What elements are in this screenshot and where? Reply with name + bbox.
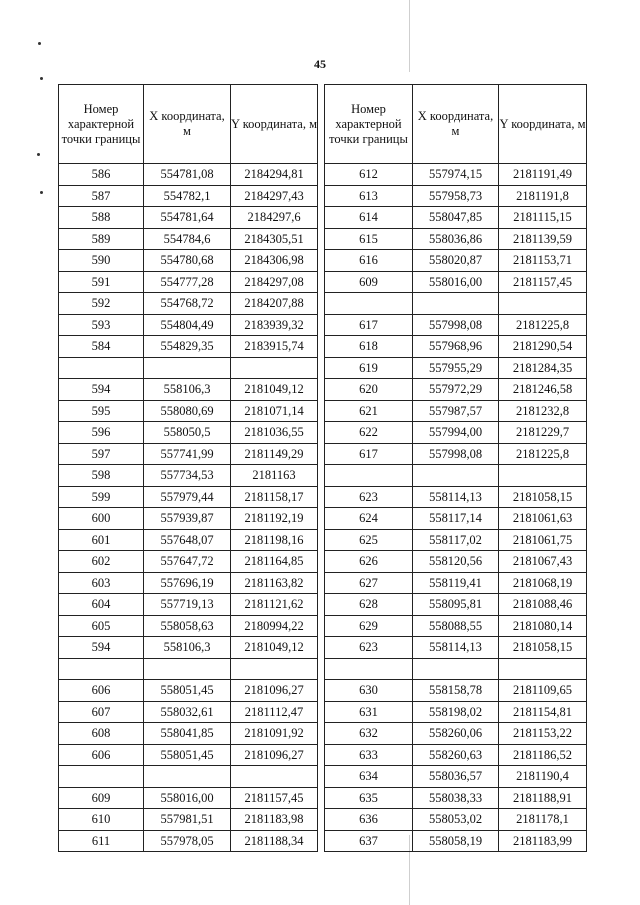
cell-x-coordinate: 557974,15 [413,164,499,186]
cell-point-number: 627 [325,572,413,594]
table-row [325,744,587,766]
cell-y-coordinate: 2184297,43 [231,185,318,207]
cell-y-coordinate: 2181163,82 [231,572,318,594]
table-row [59,465,318,487]
table-row [59,701,318,723]
coordinates-table-right [324,84,587,852]
cell-y-coordinate: 2181198,16 [231,529,318,551]
table-row [325,572,587,594]
cell-x-coordinate [144,658,231,680]
header-point-number: Номер характерной точки границы [59,85,144,164]
cell-x-coordinate: 558117,14 [413,508,499,530]
table-row [325,271,587,293]
header-y-coordinate: Y координата, м [499,85,587,164]
table-row [325,228,587,250]
cell-y-coordinate: 2184297,08 [231,271,318,293]
cell-x-coordinate: 557998,08 [413,314,499,336]
cell-point-number: 619 [325,357,413,379]
cell-point-number: 623 [325,486,413,508]
cell-point-number: 613 [325,185,413,207]
cell-point-number: 626 [325,551,413,573]
table-row [59,422,318,444]
cell-point-number: 604 [59,594,144,616]
table-row [59,250,318,272]
cell-y-coordinate: 2181061,63 [499,508,587,530]
cell-x-coordinate: 554780,68 [144,250,231,272]
cell-point-number [59,357,144,379]
cell-point-number: 606 [59,744,144,766]
cell-y-coordinate [231,658,318,680]
cell-point-number: 618 [325,336,413,358]
cell-y-coordinate: 2181153,22 [499,723,587,745]
cell-y-coordinate: 2181157,45 [499,271,587,293]
table-row [325,207,587,229]
cell-x-coordinate: 558095,81 [413,594,499,616]
table-row [325,486,587,508]
cell-x-coordinate: 558058,19 [413,830,499,852]
cell-x-coordinate: 558016,00 [144,787,231,809]
table-row [59,379,318,401]
cell-point-number [325,658,413,680]
table-header-row [59,85,318,164]
cell-point-number: 607 [59,701,144,723]
cell-point-number: 596 [59,422,144,444]
cell-y-coordinate: 2181067,43 [499,551,587,573]
table-row [59,164,318,186]
table-row [59,615,318,637]
cell-y-coordinate [499,658,587,680]
table-row [59,185,318,207]
cell-x-coordinate: 554804,49 [144,314,231,336]
cell-y-coordinate: 2181246,58 [499,379,587,401]
cell-x-coordinate: 558088,55 [413,615,499,637]
cell-point-number: 633 [325,744,413,766]
cell-point-number: 586 [59,164,144,186]
cell-point-number: 629 [325,615,413,637]
cell-point-number: 617 [325,314,413,336]
table-row [59,443,318,465]
cell-x-coordinate: 557978,05 [144,830,231,852]
cell-x-coordinate: 558260,63 [413,744,499,766]
cell-x-coordinate: 557994,00 [413,422,499,444]
cell-x-coordinate: 557998,08 [413,443,499,465]
cell-point-number: 601 [59,529,144,551]
cell-x-coordinate: 558114,13 [413,637,499,659]
cell-x-coordinate: 558080,69 [144,400,231,422]
cell-y-coordinate: 2181178,1 [499,809,587,831]
table-row [59,787,318,809]
cell-x-coordinate: 558117,02 [413,529,499,551]
scan-artifact-dot [40,77,43,80]
cell-point-number: 588 [59,207,144,229]
cell-point-number: 624 [325,508,413,530]
cell-x-coordinate: 557734,53 [144,465,231,487]
cell-y-coordinate: 2184305,51 [231,228,318,250]
cell-point-number: 611 [59,830,144,852]
cell-x-coordinate [413,658,499,680]
cell-point-number: 625 [325,529,413,551]
cell-y-coordinate: 2181188,34 [231,830,318,852]
cell-y-coordinate: 2181121,62 [231,594,318,616]
cell-y-coordinate: 2183939,32 [231,314,318,336]
cell-y-coordinate: 2181191,8 [499,185,587,207]
cell-point-number: 609 [325,271,413,293]
cell-y-coordinate: 2181049,12 [231,637,318,659]
table-row [59,723,318,745]
table-row [59,680,318,702]
table-row [325,615,587,637]
table-row [325,766,587,788]
scan-artifact-dot [38,42,41,45]
table-row [325,637,587,659]
cell-y-coordinate: 2181186,52 [499,744,587,766]
scan-artifact-dot [40,191,43,194]
table-row [325,809,587,831]
table-row [325,680,587,702]
cell-y-coordinate: 2181088,46 [499,594,587,616]
cell-y-coordinate: 2181163 [231,465,318,487]
cell-x-coordinate: 558050,5 [144,422,231,444]
cell-y-coordinate: 2181096,27 [231,744,318,766]
cell-point-number: 606 [59,680,144,702]
cell-point-number: 602 [59,551,144,573]
cell-point-number: 632 [325,723,413,745]
cell-y-coordinate: 2181071,14 [231,400,318,422]
table-row [59,529,318,551]
cell-point-number [325,293,413,315]
table-row [59,271,318,293]
table-row [59,400,318,422]
table-row [325,185,587,207]
table-row [59,766,318,788]
cell-point-number: 610 [59,809,144,831]
cell-y-coordinate: 2181154,81 [499,701,587,723]
cell-x-coordinate: 558038,33 [413,787,499,809]
cell-x-coordinate [144,766,231,788]
cell-point-number: 636 [325,809,413,831]
cell-y-coordinate: 2181183,99 [499,830,587,852]
cell-y-coordinate: 2181225,8 [499,443,587,465]
cell-y-coordinate [499,465,587,487]
cell-y-coordinate: 2184306,98 [231,250,318,272]
cell-point-number: 593 [59,314,144,336]
cell-point-number [325,465,413,487]
header-x-coordinate: X координата, м [413,85,499,164]
cell-y-coordinate: 2181091,92 [231,723,318,745]
cell-y-coordinate: 2181149,29 [231,443,318,465]
cell-x-coordinate: 558106,3 [144,637,231,659]
cell-point-number: 594 [59,637,144,659]
cell-y-coordinate [231,357,318,379]
cell-x-coordinate: 554781,08 [144,164,231,186]
cell-y-coordinate: 2181049,12 [231,379,318,401]
cell-x-coordinate: 557647,72 [144,551,231,573]
header-y-coordinate: Y координата, м [231,85,318,164]
cell-point-number: 637 [325,830,413,852]
cell-y-coordinate: 2181158,17 [231,486,318,508]
cell-x-coordinate: 557719,13 [144,594,231,616]
cell-x-coordinate: 558120,56 [413,551,499,573]
cell-point-number: 599 [59,486,144,508]
cell-y-coordinate: 2184297,6 [231,207,318,229]
cell-x-coordinate: 558047,85 [413,207,499,229]
cell-y-coordinate: 2181157,45 [231,787,318,809]
cell-point-number: 608 [59,723,144,745]
cell-x-coordinate: 558260,06 [413,723,499,745]
cell-x-coordinate: 557958,73 [413,185,499,207]
cell-point-number: 616 [325,250,413,272]
table-row [59,228,318,250]
cell-x-coordinate: 557648,07 [144,529,231,551]
table-row [325,658,587,680]
table-row [59,357,318,379]
cell-x-coordinate: 558158,78 [413,680,499,702]
cell-point-number: 597 [59,443,144,465]
cell-point-number: 591 [59,271,144,293]
cell-x-coordinate: 554777,28 [144,271,231,293]
header-point-number: Номер характерной точки границы [325,85,413,164]
cell-y-coordinate [499,293,587,315]
table-row [59,293,318,315]
cell-point-number: 595 [59,400,144,422]
cell-x-coordinate: 557741,99 [144,443,231,465]
cell-point-number: 620 [325,379,413,401]
table-row [59,637,318,659]
table-row [59,744,318,766]
cell-x-coordinate: 558020,87 [413,250,499,272]
cell-point-number: 589 [59,228,144,250]
cell-point-number: 600 [59,508,144,530]
cell-x-coordinate [413,465,499,487]
table-row [59,572,318,594]
cell-y-coordinate: 2181232,8 [499,400,587,422]
cell-point-number: 587 [59,185,144,207]
cell-x-coordinate: 558036,86 [413,228,499,250]
table-row [325,314,587,336]
table-row [325,529,587,551]
table-row [59,508,318,530]
cell-x-coordinate: 558051,45 [144,680,231,702]
header-x-coordinate: X координата, м [144,85,231,164]
cell-x-coordinate: 557955,29 [413,357,499,379]
cell-y-coordinate: 2181164,85 [231,551,318,573]
cell-y-coordinate: 2181080,14 [499,615,587,637]
table-row [325,379,587,401]
cell-y-coordinate: 2181225,8 [499,314,587,336]
cell-point-number: 615 [325,228,413,250]
cell-y-coordinate: 2181115,15 [499,207,587,229]
table-row [59,658,318,680]
cell-point-number: 612 [325,164,413,186]
table-row [325,465,587,487]
cell-y-coordinate: 2181096,27 [231,680,318,702]
table-row [325,594,587,616]
page-number: 45 [314,57,326,71]
cell-x-coordinate: 557696,19 [144,572,231,594]
cell-x-coordinate: 558058,63 [144,615,231,637]
scan-artifact-dot [37,153,40,156]
cell-x-coordinate: 557979,44 [144,486,231,508]
table-row [325,336,587,358]
table-row [325,701,587,723]
table-row [59,594,318,616]
table-row [59,207,318,229]
table-header-row [325,85,587,164]
cell-y-coordinate: 2181290,54 [499,336,587,358]
cell-point-number: 617 [325,443,413,465]
cell-y-coordinate: 2181188,91 [499,787,587,809]
table-row [325,508,587,530]
cell-y-coordinate: 2181191,49 [499,164,587,186]
cell-point-number: 628 [325,594,413,616]
table-row [325,250,587,272]
cell-y-coordinate: 2181058,15 [499,486,587,508]
cell-x-coordinate: 554782,1 [144,185,231,207]
cell-point-number: 614 [325,207,413,229]
cell-point-number: 605 [59,615,144,637]
cell-x-coordinate [413,293,499,315]
cell-x-coordinate: 558114,13 [413,486,499,508]
table-row [59,336,318,358]
cell-x-coordinate: 558198,02 [413,701,499,723]
cell-point-number: 594 [59,379,144,401]
cell-point-number: 592 [59,293,144,315]
table-row [325,551,587,573]
cell-x-coordinate: 558041,85 [144,723,231,745]
cell-y-coordinate: 2181229,7 [499,422,587,444]
cell-y-coordinate: 2181068,19 [499,572,587,594]
cell-y-coordinate: 2181036,55 [231,422,318,444]
cell-point-number [59,658,144,680]
cell-x-coordinate: 558106,3 [144,379,231,401]
cell-point-number: 634 [325,766,413,788]
cell-x-coordinate: 558036,57 [413,766,499,788]
cell-point-number: 603 [59,572,144,594]
cell-y-coordinate: 2181153,71 [499,250,587,272]
cell-x-coordinate: 558032,61 [144,701,231,723]
cell-x-coordinate: 554784,6 [144,228,231,250]
cell-point-number: 598 [59,465,144,487]
cell-x-coordinate: 558016,00 [413,271,499,293]
cell-y-coordinate: 2181109,65 [499,680,587,702]
table-row [325,164,587,186]
cell-x-coordinate: 554768,72 [144,293,231,315]
table-row [59,809,318,831]
cell-point-number: 590 [59,250,144,272]
cell-x-coordinate: 557981,51 [144,809,231,831]
cell-y-coordinate: 2181112,47 [231,701,318,723]
cell-x-coordinate: 557972,29 [413,379,499,401]
cell-point-number: 609 [59,787,144,809]
cell-point-number: 630 [325,680,413,702]
table-row [325,293,587,315]
cell-x-coordinate: 558051,45 [144,744,231,766]
table-row [59,551,318,573]
cell-point-number: 623 [325,637,413,659]
table-row [325,422,587,444]
cell-y-coordinate: 2181192,19 [231,508,318,530]
cell-x-coordinate: 554829,35 [144,336,231,358]
cell-x-coordinate [144,357,231,379]
cell-y-coordinate: 2183915,74 [231,336,318,358]
table-row [325,723,587,745]
cell-y-coordinate: 2184207,88 [231,293,318,315]
cell-point-number: 584 [59,336,144,358]
cell-y-coordinate: 2181183,98 [231,809,318,831]
table-row [325,357,587,379]
cell-y-coordinate [231,766,318,788]
cell-y-coordinate: 2184294,81 [231,164,318,186]
cell-y-coordinate: 2180994,22 [231,615,318,637]
cell-y-coordinate: 2181190,4 [499,766,587,788]
table-row [325,400,587,422]
cell-point-number: 635 [325,787,413,809]
cell-point-number: 631 [325,701,413,723]
cell-point-number [59,766,144,788]
table-row [59,314,318,336]
cell-point-number: 622 [325,422,413,444]
cell-y-coordinate: 2181058,15 [499,637,587,659]
coordinates-table-left [58,84,318,852]
table-row [325,830,587,852]
cell-y-coordinate: 2181139,59 [499,228,587,250]
cell-point-number: 621 [325,400,413,422]
table-row [325,787,587,809]
table-row [59,830,318,852]
table-row [325,443,587,465]
cell-x-coordinate: 557987,57 [413,400,499,422]
cell-x-coordinate: 557939,87 [144,508,231,530]
cell-x-coordinate: 557968,96 [413,336,499,358]
cell-x-coordinate: 558053,02 [413,809,499,831]
cell-x-coordinate: 558119,41 [413,572,499,594]
cell-y-coordinate: 2181061,75 [499,529,587,551]
cell-x-coordinate: 554781,64 [144,207,231,229]
cell-y-coordinate: 2181284,35 [499,357,587,379]
table-row [59,486,318,508]
